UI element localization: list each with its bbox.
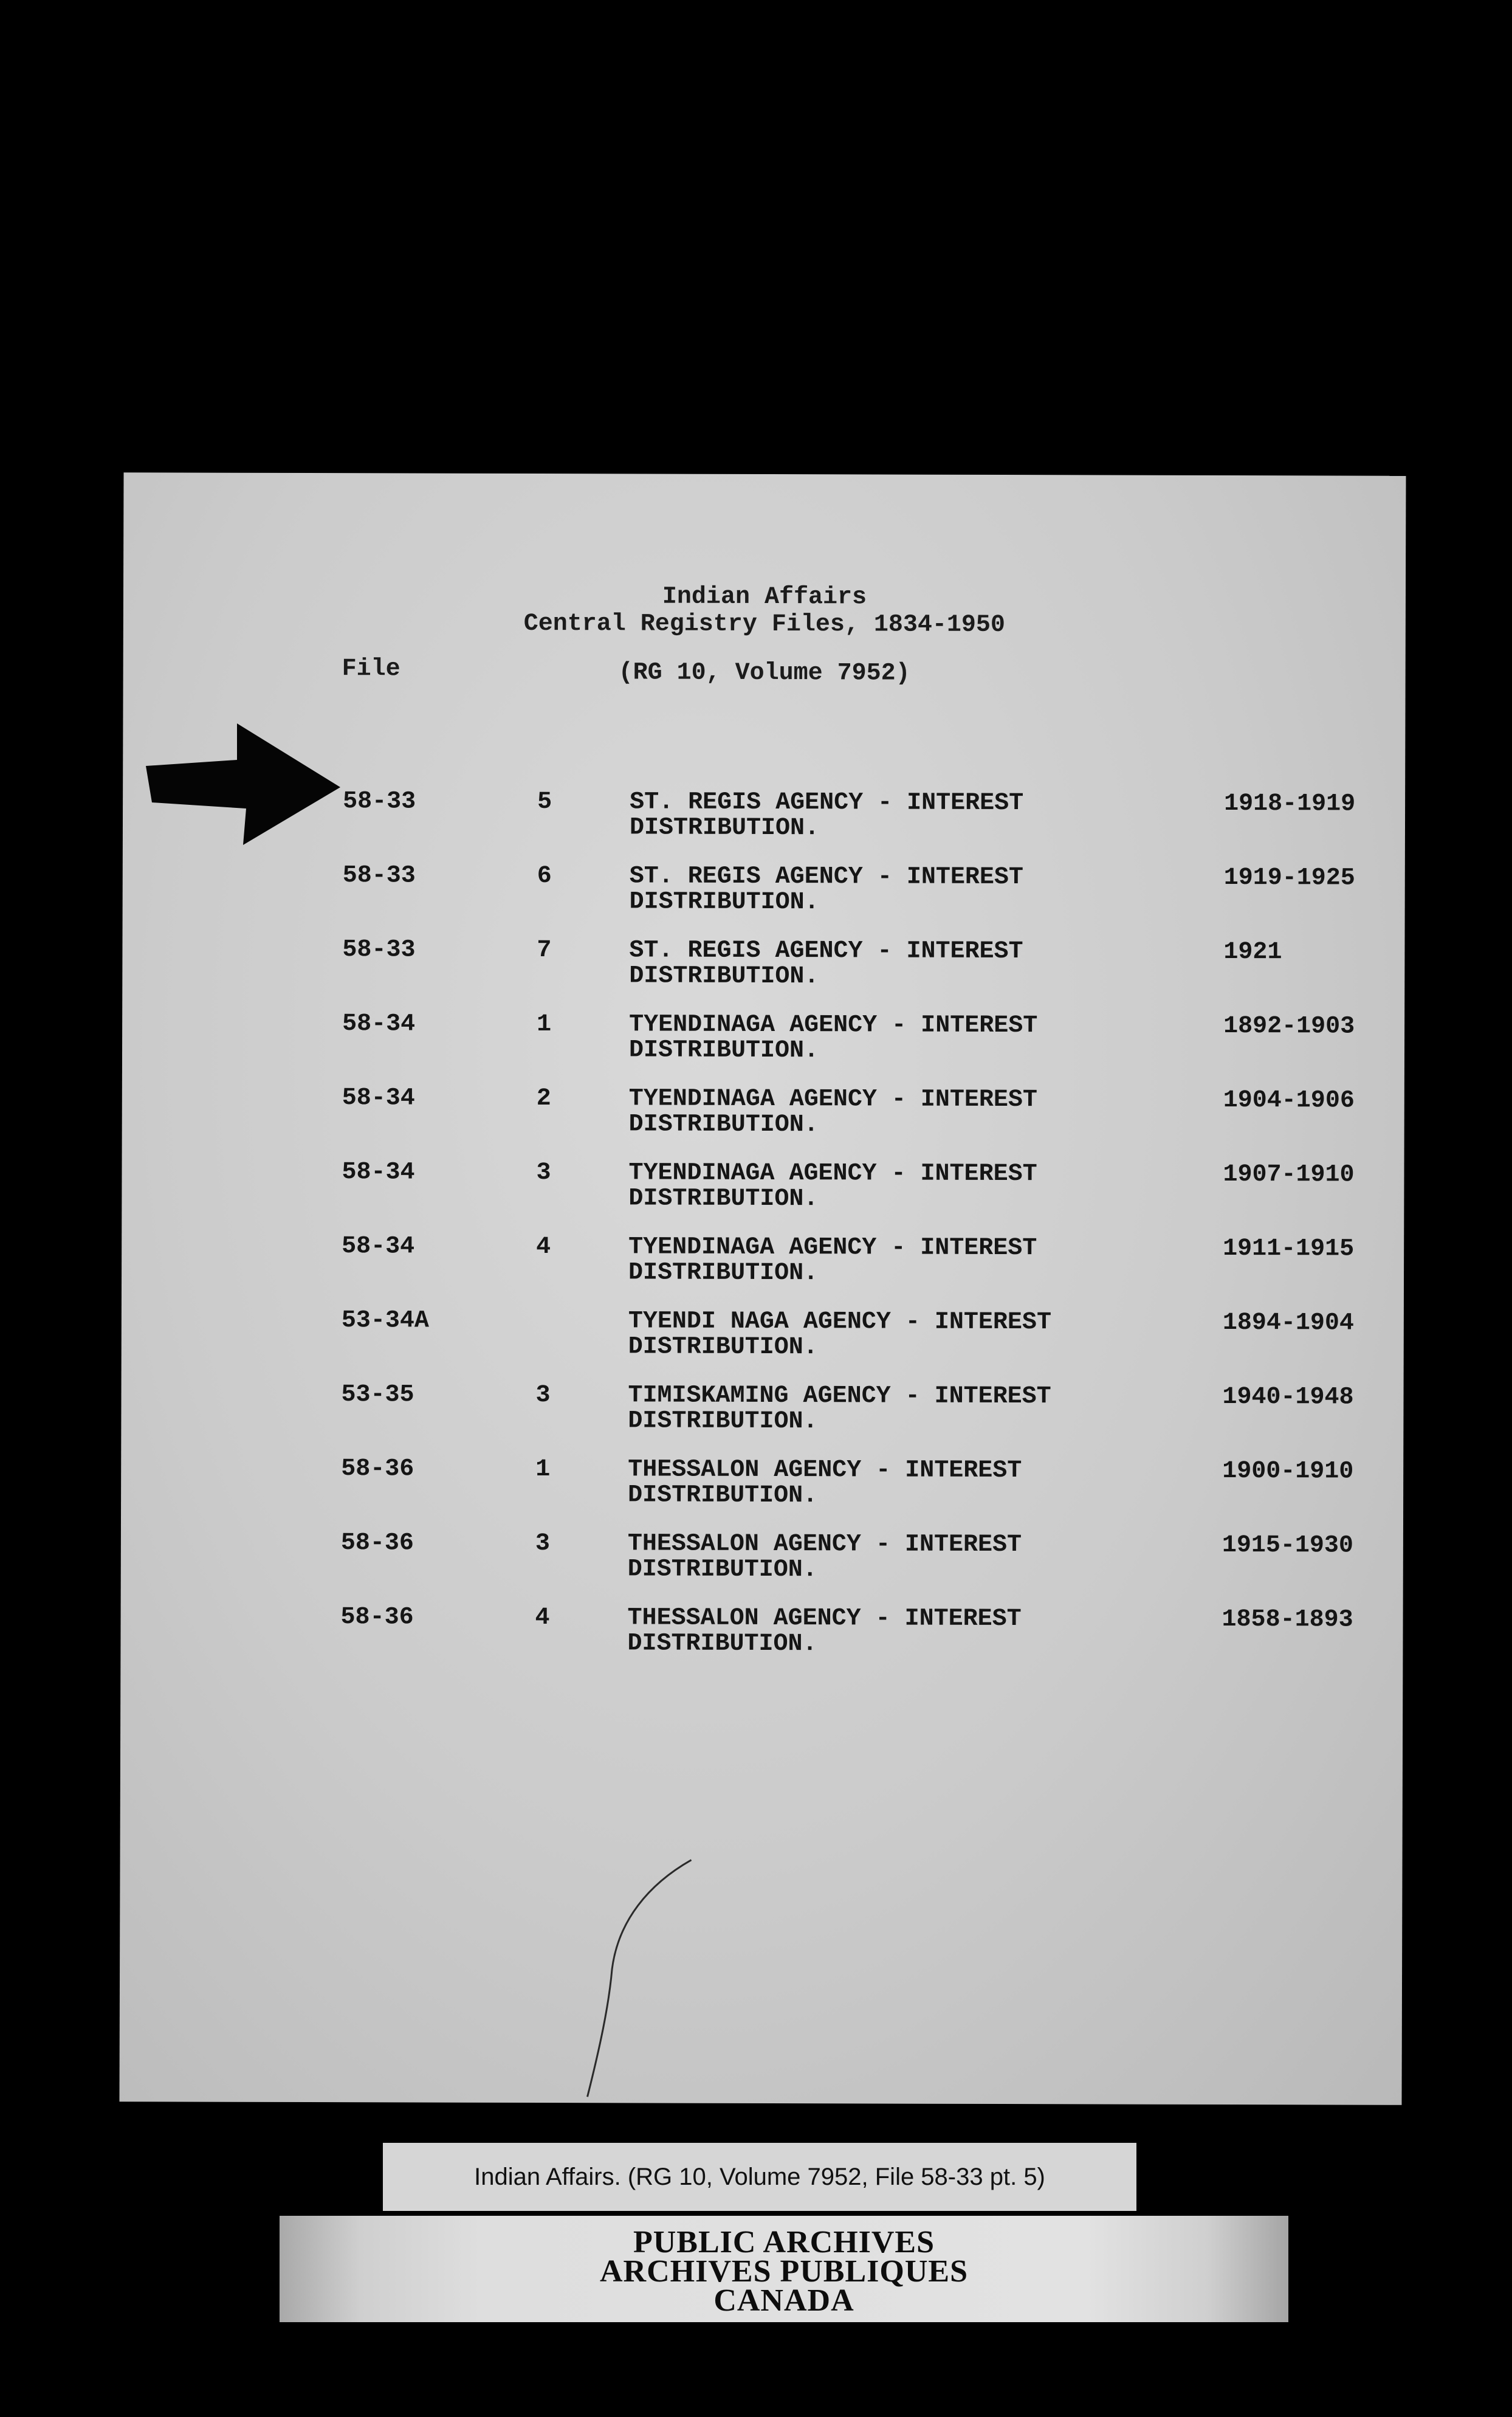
part-number: 3 <box>535 1530 550 1558</box>
file-description <box>628 1383 1175 1435</box>
file-row <box>120 1604 1403 1669</box>
description-line: THESSALON AGENCY - INTEREST <box>627 1604 1022 1633</box>
description-line: ST. REGIS AGENCY - INTEREST <box>629 937 1023 966</box>
description-line: DISTRIBUTION. <box>628 1333 818 1362</box>
date-range: 1904-1906 <box>1223 1086 1355 1115</box>
archive-label-strip: Indian Affairs. (RG 10, Volume 7952, File 58-33 pt. 5) <box>383 2143 1136 2211</box>
date-range: 1911-1915 <box>1223 1235 1355 1263</box>
part-number: 7 <box>537 937 552 965</box>
file-number: 58-36 <box>341 1455 414 1483</box>
stamp-line-english: PUBLIC ARCHIVES <box>633 2225 935 2260</box>
file-number: 53-35 <box>341 1381 414 1409</box>
date-range: 1915-1930 <box>1222 1531 1354 1560</box>
file-description <box>628 1235 1175 1287</box>
file-number: 58-33 <box>342 862 416 890</box>
description-line: TYENDI NAGA AGENCY - INTEREST <box>628 1308 1052 1337</box>
part-number: 3 <box>536 1159 551 1187</box>
date-range: 1900-1910 <box>1222 1457 1354 1486</box>
file-number: 58-33 <box>342 936 416 964</box>
file-row <box>122 1011 1404 1075</box>
description-line: TYENDINAGA AGENCY - INTEREST <box>629 1011 1038 1040</box>
archives-stamp <box>280 2216 1288 2322</box>
scratch-mark <box>575 1847 697 2103</box>
file-column-label: File <box>342 655 400 683</box>
file-description <box>628 1160 1175 1213</box>
file-description <box>628 1309 1175 1361</box>
date-range: 1907-1910 <box>1223 1160 1355 1189</box>
description-line: THESSALON AGENCY - INTEREST <box>628 1456 1022 1485</box>
description-line: DISTRIBUTION. <box>629 962 819 991</box>
part-number: 1 <box>535 1456 551 1484</box>
header-volume: (RG 10, Volume 7952) <box>618 659 910 688</box>
description-line: DISTRIBUTION. <box>629 888 819 917</box>
file-number: 58-34 <box>342 1159 415 1187</box>
description-line: DISTRIBUTION. <box>627 1556 817 1584</box>
date-range: 1894-1904 <box>1222 1309 1354 1337</box>
description-line: DISTRIBUTION. <box>628 1185 819 1213</box>
part-number: 1 <box>537 1011 552 1039</box>
header-title: Indian Affairs <box>662 583 867 612</box>
part-number: 2 <box>536 1085 551 1113</box>
file-row <box>121 1530 1403 1595</box>
file-description <box>629 1012 1176 1064</box>
date-range: 1918-1919 <box>1224 790 1356 818</box>
file-row <box>122 937 1404 1001</box>
document-page <box>119 472 1406 2105</box>
file-row <box>122 1085 1404 1150</box>
file-description <box>628 1531 1175 1584</box>
description-line: TIMISKAMING AGENCY - INTEREST <box>628 1382 1051 1411</box>
file-row <box>122 1159 1404 1224</box>
description-line: DISTRIBUTION. <box>627 1630 817 1658</box>
date-range: 1858-1893 <box>1222 1605 1353 1634</box>
file-number: 58-33 <box>343 788 416 816</box>
description-line: DISTRIBUTION. <box>628 1036 819 1065</box>
description-line: ST. REGIS AGENCY - INTEREST <box>629 863 1023 892</box>
date-range: 1921 <box>1223 938 1282 967</box>
file-description <box>628 1457 1175 1509</box>
file-description <box>629 938 1176 990</box>
description-line: TYENDINAGA AGENCY - INTEREST <box>628 1233 1037 1263</box>
file-description <box>627 1605 1174 1658</box>
file-row <box>122 1308 1404 1372</box>
file-row <box>122 1233 1404 1298</box>
description-line: TYENDINAGA AGENCY - INTEREST <box>628 1159 1037 1188</box>
file-row <box>121 1382 1403 1446</box>
file-description <box>630 864 1177 916</box>
date-range: 1940-1948 <box>1222 1383 1354 1412</box>
description-line: DISTRIBUTION. <box>628 1259 819 1288</box>
stamp-line-french: ARCHIVES PUBLIQUES <box>599 2254 969 2289</box>
part-number: 4 <box>535 1604 550 1632</box>
description-line: DISTRIBUTION. <box>628 1407 818 1436</box>
file-number: 58-34 <box>342 1010 416 1038</box>
file-number: 58-36 <box>340 1529 414 1557</box>
file-number: 58-36 <box>340 1604 414 1632</box>
description-line: DISTRIBUTION. <box>628 1111 819 1139</box>
file-row <box>121 1456 1403 1520</box>
part-number: 3 <box>535 1382 551 1410</box>
description-line: ST. REGIS AGENCY - INTEREST <box>630 788 1024 818</box>
description-line: DISTRIBUTION. <box>629 814 820 843</box>
part-number: 6 <box>537 863 552 891</box>
date-range: 1892-1903 <box>1223 1012 1355 1041</box>
file-number: 53-34A <box>341 1307 429 1335</box>
description-line: TYENDINAGA AGENCY - INTEREST <box>628 1085 1037 1114</box>
part-number: 4 <box>536 1233 551 1261</box>
description-line: THESSALON AGENCY - INTEREST <box>627 1530 1022 1559</box>
date-range: 1919-1925 <box>1223 864 1355 892</box>
file-number: 58-34 <box>342 1233 415 1261</box>
part-number: 5 <box>537 788 552 816</box>
file-description <box>629 1086 1176 1139</box>
stamp-line-country: CANADA <box>713 2283 854 2318</box>
file-number: 58-34 <box>342 1084 415 1112</box>
header-subtitle: Central Registry Files, 1834-1950 <box>523 610 1005 640</box>
file-description <box>630 790 1177 842</box>
pointer-arrow-icon <box>146 723 340 845</box>
description-line: DISTRIBUTION. <box>628 1481 818 1510</box>
file-row <box>123 863 1405 927</box>
